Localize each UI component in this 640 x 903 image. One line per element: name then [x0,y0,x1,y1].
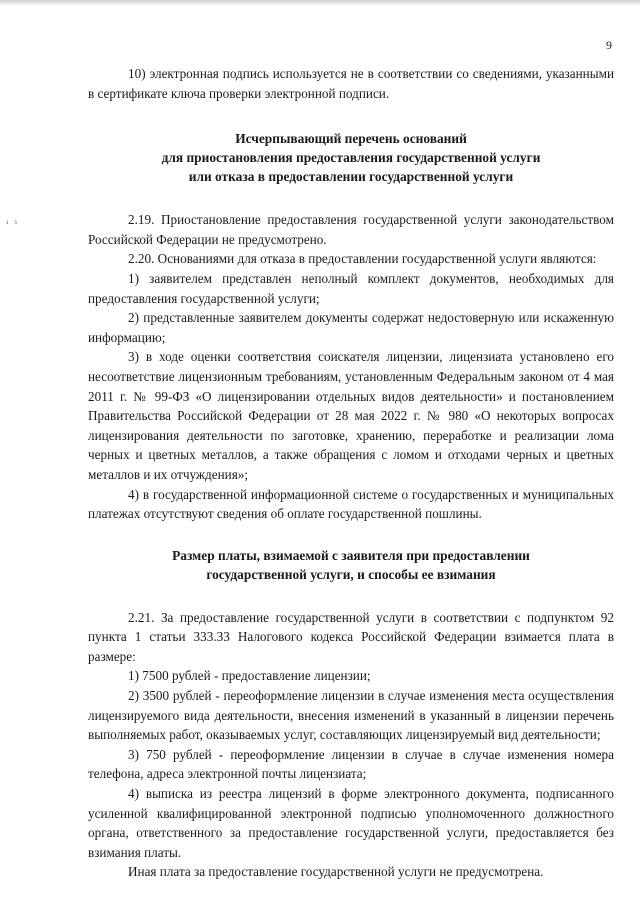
heading-line: или отказа в предоставлении государственной услуги [188,169,514,185]
heading-line: Исчерпывающий перечень оснований [235,131,467,147]
scan-edge-shadow [0,0,640,6]
fee-item-4: 4) выписка из реестра лицензий в форме электронного документа, подписанного усиленной квалифицированной электронной подписью уполномоченного должностного органа, ответственного за предоставление государственной услуги, предоставляется без взимания платы. [88,786,614,860]
document-body [88,64,614,882]
fee-item-1: 1) 7500 рублей - предоставление лицензии; [128,668,371,684]
paragraph-refusal-1: 1) заявителем представлен неполный комплект документов, необходимых для предоставления государственной услуги; [88,270,614,306]
heading-line: государственной услуги, и способы ее взимания [206,566,496,582]
fee-item-3: 3) 750 рублей - переоформление лицензии в случае в случае изменения номера телефона, адреса электронной почты лицензиата; [88,746,614,782]
paragraph-refusal-3: 3) в ходе оценки соответствия соискателя лицензии, лицензиата установлено его несоответствие лицензионным требованиям, установленным Федеральным законом от 4 мая 2011 г. № 99-ФЗ «О лицензировании отдельных видов деятельности» и постановлением Правительства Российской Федерации от 28 мая 2022 г. № 980 «О некоторых вопросах лицензирования деятельности по заготовке, хранению, переработке и реализации лома черных и цветных металлов, а также обращения с ломом и отходами черных и цветных металлов и их отчуждения»; [88,349,614,482]
margin-mark: ¹ ⁵ [6,219,20,228]
paragraph-2-20: 2.20. Основаниями для отказа в предоставлении государственной услуги являются: [128,251,597,267]
paragraph-other-fee: Иная плата за предоставление государственной услуги не предусмотрена. [128,864,544,880]
section-heading-grounds [88,129,614,186]
heading-line: для приостановления предоставления государственной услуги [161,150,541,166]
page-number: 9 [606,38,612,52]
paragraph-item-10: 10) электронная подпись используется не в соответствии со сведениями, указанными в сертификате ключа проверки электронной подписи. [88,66,614,101]
section-heading-fee [88,546,614,584]
fee-item-2: 2) 3500 рублей - переоформление лицензии в случае изменения места осуществления лицензируемого вида деятельности, внесения изменений в указанный в лицензии перечень выполняемых работ, оказываемых услуг, составляющих лицензируемый вид деятельности; [88,688,614,743]
paragraph-2-19: 2.19. Приостановление предоставления государственной услуги законодательством Российской Федерации не предусмотрено. [88,212,614,247]
paragraph-2-21: 2.21. За предоставление государственной услуги в соответствии с подпунктом 92 пункта 1 статьи 333.33 Налогового кодекса Российской Федерации взимается плата в размере: [88,609,614,664]
paragraph-refusal-4: 4) в государственной информационной системе о государственных и муниципальных платежах отсутствуют сведения об оплате государственной пошлины. [88,486,614,522]
heading-line: Размер платы, взимаемой с заявителя при предоставлении [172,547,530,563]
paragraph-refusal-2: 2) представленные заявителем документы содержат недостоверную или искаженную информацию; [88,310,614,345]
